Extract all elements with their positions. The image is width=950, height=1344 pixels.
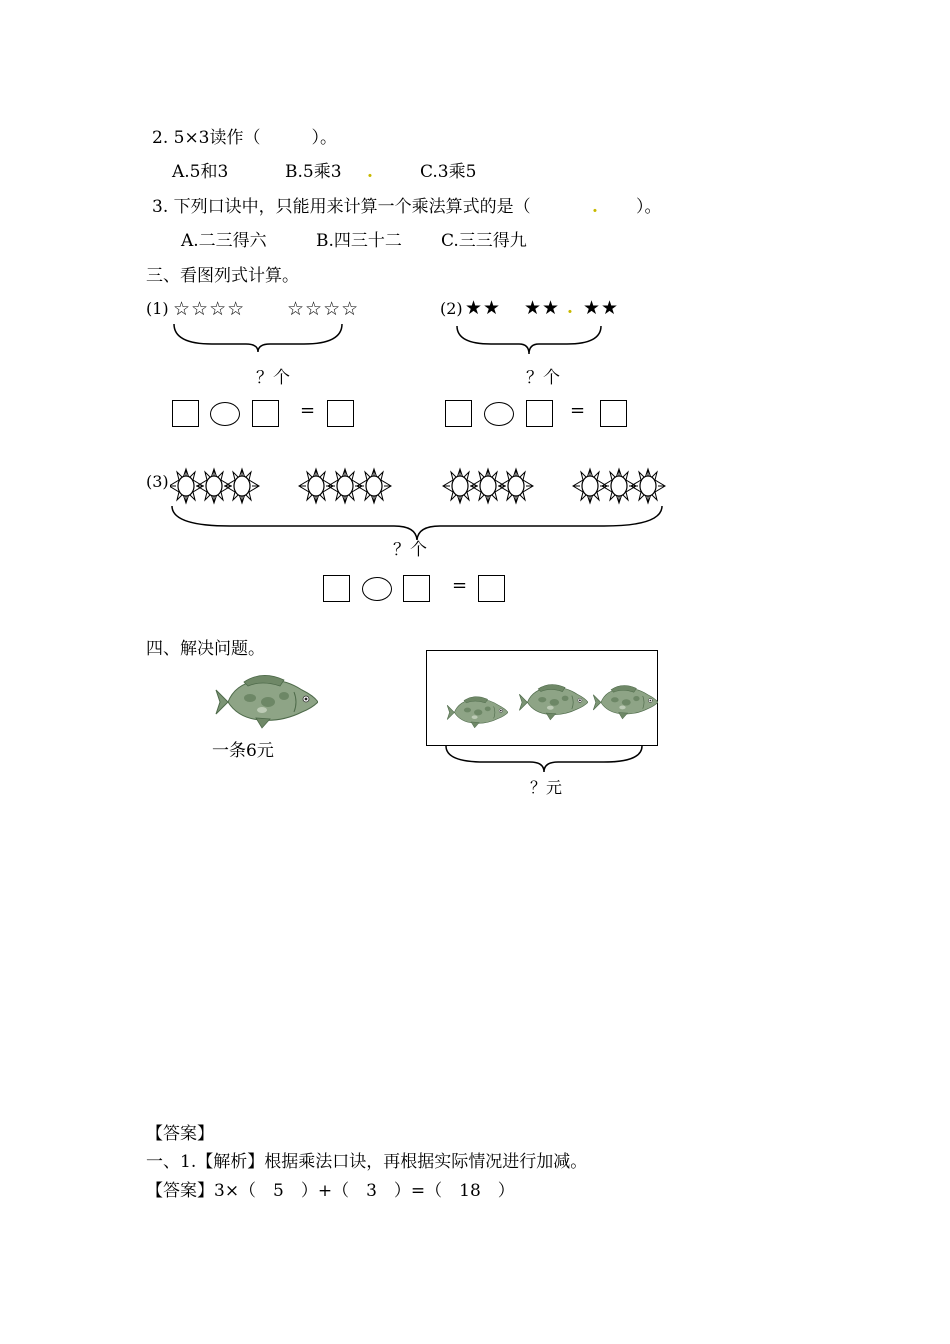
fish-icon [214,672,318,734]
answer-box[interactable] [403,575,430,602]
q3-option-a: A.二三得六 [181,231,267,251]
equals-sign: = [570,400,586,421]
q3-stem-end: ）。 [636,197,662,217]
sun-group-2 [299,469,391,503]
answer-box[interactable] [252,400,279,427]
answer-box[interactable] [445,400,472,427]
sun-group-1 [170,469,259,503]
operator-oval[interactable] [362,577,392,601]
q3-stem: 3. 下列口诀中，只能用来计算一个乘法算式的是（ [152,197,531,217]
problem1-star-group-1: ☆☆☆☆ [173,298,246,320]
section3-title: 三、看图列式计算。 [146,266,299,286]
q3-option-c: C.三三得九 [441,231,527,251]
q2-stem: 2. 5×3读作（ ）。 [152,128,337,148]
operator-oval[interactable] [484,402,514,426]
sun-group-3 [443,469,533,503]
problem1-brace-icon [172,322,344,354]
problem1-caption: ？个 [256,368,290,388]
sun-icon [225,469,259,503]
fish-price-caption: 一条6元 [212,741,274,761]
problem3-label: (3) [146,472,169,491]
q2-option-a: A.5和3 [172,162,229,182]
equals-sign: = [300,400,316,421]
fish-icon [592,676,658,730]
marker-dot-icon: . [592,197,598,217]
marker-dot-icon: . [367,162,373,182]
sun-icon [499,469,533,503]
answer-box[interactable] [600,400,627,427]
problem3-sun-groups [170,466,670,506]
problem2-star-group-2: ★★ [524,297,561,319]
answer-box[interactable] [172,400,199,427]
sun-group-4 [573,469,665,503]
problem2-brace-icon [455,324,603,356]
answers-line-1: 一、1.【解析】根据乘法口诀，再根据实际情况进行加减。 [146,1152,588,1172]
answer-box[interactable] [526,400,553,427]
answers-line-2: 【答案】3×（ 5 ）+（ 3 ）=（ 18 ） [146,1181,515,1201]
sun-icon [631,469,665,503]
problem3-caption: ？个 [393,540,427,560]
fish-total-caption: ？元 [530,778,563,797]
problem1-label: (1) [146,299,169,318]
answers-header: 【答案】 [146,1124,214,1144]
q2-option-b: B.5乘3 [285,162,342,182]
section4-title: 四、解决问题。 [146,639,265,659]
problem2-caption: ？个 [526,368,560,388]
operator-oval[interactable] [210,402,240,426]
fish-total-brace-icon [444,744,644,776]
problem2-label: (2) [440,299,463,318]
answer-box[interactable] [323,575,350,602]
marker-dot-icon: . [567,298,573,318]
answer-box[interactable] [478,575,505,602]
answer-box[interactable] [327,400,354,427]
equals-sign: = [452,575,468,596]
sun-icon [357,469,391,503]
q3-option-b: B.四三十二 [316,231,402,251]
q2-option-c: C.3乘5 [420,162,477,182]
problem2-star-group-1: ★★ [465,297,502,319]
problem3-brace-icon [170,504,664,544]
problem2-star-group-3: ★★ [583,297,620,319]
fish-icon [446,688,508,738]
fish-icon [518,676,588,730]
problem1-star-group-2: ☆☆☆☆ [287,298,360,320]
